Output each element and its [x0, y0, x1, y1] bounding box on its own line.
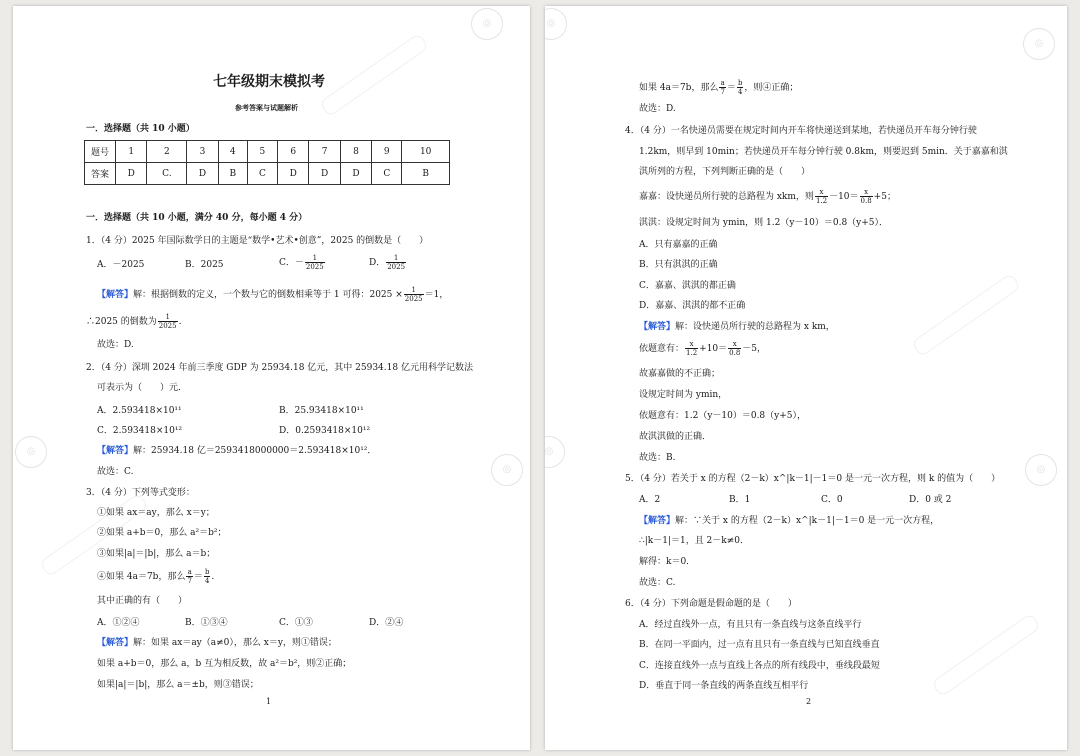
table-cell: C: [372, 163, 402, 185]
watermark-band: [911, 273, 1021, 358]
question-stem: 6．（4 分）下列命题是假命题的是（ ）: [625, 599, 797, 609]
solution-line: 依题意有：1.2（y－10）＝0.8（y+5），: [639, 411, 807, 421]
table-cell: B: [402, 163, 450, 185]
watermark-icon: ◎: [471, 8, 503, 40]
question-ask: 其中正确的有（ ）: [97, 596, 188, 606]
option-d: D．0.2593418×10¹²: [279, 426, 371, 436]
table-cell: C.: [147, 163, 187, 185]
statement-2: ②如果 a+b＝0，那么 a²＝b²；: [97, 528, 227, 538]
table-cell: 10: [402, 141, 450, 163]
table-cell: 7: [309, 141, 340, 163]
table-cell: 1: [116, 141, 147, 163]
page-number: 1: [266, 697, 272, 706]
solution-line: 【解答】解：根据倒数的定义，一个数与它的倒数相乘等于 1 可得：2025 × $\frac{1}{2025}$ ＝1，: [97, 286, 449, 303]
option-a: A．①②④: [97, 618, 140, 628]
question-stem: 2．（4 分）深圳 2024 年前三季度 GDP 为 25934.18 亿元，其中 25934.18 亿元用科学记数法: [86, 363, 473, 373]
table-cell: D: [116, 163, 147, 185]
document-page-1: [13, 6, 530, 750]
question-stem: 5．（4 分）若关于 x 的方程（2－k）x^|k－1|－1＝0 是一元一次方程，则 k 的值为（ ）: [625, 474, 1001, 484]
solution-line: 【解答】解：∵关于 x 的方程（2－k）x^|k－1|－1＝0 是一元一次方程，: [639, 516, 940, 526]
solution-line: 如果 a+b＝0，那么 a，b 互为相反数，故 a²＝b²，则②正确；: [97, 659, 352, 669]
table-cell: 9: [372, 141, 402, 163]
option-d: D．0 或 2: [909, 495, 952, 505]
option-d: D． $\frac{1}{2025}$: [369, 254, 406, 271]
page-subtitle: 参考答案与试题解析: [235, 103, 298, 112]
table-row: [85, 163, 450, 185]
solution-final: 故选：D.: [97, 340, 134, 350]
table-cell: D: [278, 163, 309, 185]
solution-final: 故选：C.: [639, 578, 676, 588]
option-b: B．只有淇淇的正确: [639, 260, 718, 270]
option-d: D．垂直于同一条直线的两条直线互相平行: [639, 681, 809, 691]
option-d: D．②④: [369, 618, 404, 628]
solution-line: 解得：k＝0．: [639, 557, 696, 567]
answer-table: [84, 140, 450, 185]
table-cell: D: [187, 163, 218, 185]
table-cell: C: [247, 163, 277, 185]
statement-jiajia: 嘉嘉：设快递员所行驶的总路程为 xkm，则 $\frac{x}{1.2}$ －10＝ $\frac{x}{0.8}$ +5；: [639, 188, 896, 205]
solution-line: 【解答】解：如果 ax＝ay（a≠0），那么 x＝y，则①错误；: [97, 638, 337, 648]
option-c: C．－ $\frac{1}{2025}$: [279, 254, 324, 271]
watermark-icon: ◎: [1025, 454, 1057, 486]
row-label: 题号: [85, 141, 116, 163]
solution-line: 故淇淇做的正确．: [639, 432, 712, 442]
table-row: [85, 141, 450, 163]
solution-line: 依题意有： $\frac{x}{1.2}$ +10＝ $\frac{x}{0.8}$ －5，: [639, 340, 767, 357]
watermark-icon: ◎: [1023, 28, 1055, 60]
solution-line: 【解答】解：设快递员所行驶的总路程为 x km，: [639, 322, 835, 332]
option-c: C．嘉嘉、淇淇的都正确: [639, 281, 736, 291]
solution-line: 【解答】解：25934.18 亿＝2593418000000＝2.593418×10¹²．: [97, 446, 377, 456]
section-header: 一．选择题（共 10 小题，满分 40 分，每小题 4 分）: [86, 213, 308, 223]
option-a: A．只有嘉嘉的正确: [639, 240, 718, 250]
table-cell: 3: [187, 141, 218, 163]
solution-line: 如果|a|＝|b|，那么 a＝±b，则③错误；: [97, 680, 259, 690]
table-cell: D: [309, 163, 340, 185]
page-title: 七年级期末模拟考: [213, 74, 325, 90]
row-label: 答案: [85, 163, 116, 185]
option-a: A．2.593418×10¹¹: [97, 406, 182, 416]
table-cell: 2: [147, 141, 187, 163]
document-page-2: [545, 6, 1067, 750]
option-c: C．2.593418×10¹²: [97, 426, 183, 436]
option-b: B．在同一平面内，过一点有且只有一条直线与已知直线垂直: [639, 640, 880, 650]
option-b: B．2025: [185, 260, 224, 270]
option-c: C．连接直线外一点与直线上各点的所有线段中，垂线段最短: [639, 661, 880, 671]
solution-line: 故嘉嘉做的不正确；: [639, 369, 721, 379]
watermark-icon: ◎: [15, 436, 47, 468]
table-cell: B: [218, 163, 247, 185]
solution-final: 故选：C.: [97, 467, 134, 477]
table-cell: 8: [340, 141, 371, 163]
table-cell: 4: [218, 141, 247, 163]
statement-3: ③如果|a|＝|b|，那么 a＝b；: [97, 549, 216, 559]
watermark-band: [931, 613, 1041, 698]
option-b: B．①③④: [185, 618, 228, 628]
option-a: A．2: [639, 495, 661, 505]
option-b: B．1: [729, 495, 751, 505]
watermark-icon: ◎: [491, 454, 523, 486]
statement-4: ④如果 4a＝7b，那么 $\frac{a}{7}$ ＝ $\frac{b}{4}$ .: [97, 568, 215, 585]
question-stem: 3．（4 分）下列等式变形：: [86, 488, 195, 498]
solution-line: ∴2025 的倒数为 $\frac{1}{2025}$ .: [86, 313, 182, 330]
solution-line: ∴|k－1|＝1，且 2－k≠0．: [639, 536, 750, 546]
question-stem: 可表示为（ ）元．: [97, 383, 188, 393]
solution-final: 故选：B.: [639, 453, 676, 463]
question-stem: 4．（4 分）一名快递员需要在规定时间内开车将快递送到某地，若快递员开车每分钟行驶: [625, 126, 977, 136]
option-c: C．0: [821, 495, 843, 505]
section-header: 一．选择题（共 10 小题）: [86, 124, 195, 134]
question-stem: 1.2km，则早到 10min；若快递员开车每分钟行驶 0.8km，则要迟到 5min．关于嘉嘉和淇: [639, 147, 1008, 157]
option-d: D．嘉嘉、淇淇的都不正确: [639, 301, 746, 311]
option-a: A．经过直线外一点，有且只有一条直线与这条直线平行: [639, 620, 862, 630]
continued-line: 如果 4a＝7b，那么 $\frac{a}{7}$ ＝ $\frac{b}{4}$ ，则④正确；: [639, 79, 799, 96]
question-stem: 淇所列的方程，下列判断正确的是（ ）: [639, 167, 811, 177]
watermark-band: [319, 33, 429, 118]
question-stem: 1．（4 分）2025 年国际数学日的主题是“数学•艺术•创意”，2025 的倒数是（ ）: [86, 236, 429, 246]
statement-1: ①如果 ax＝ay，那么 x＝y；: [97, 508, 215, 518]
watermark-icon: ◎: [545, 436, 565, 468]
option-b: B．25.93418×10¹¹: [279, 406, 364, 416]
solution-final: 故选：D.: [639, 104, 676, 114]
page-number: 2: [806, 697, 812, 706]
option-a: A．－2025: [97, 260, 145, 270]
table-cell: D: [340, 163, 371, 185]
watermark-icon: ◎: [545, 8, 567, 40]
statement-qiqi: 淇淇：设规定时间为 ymin，则 1.2（y－10）＝0.8（y+5）．: [639, 218, 889, 228]
table-cell: 6: [278, 141, 309, 163]
option-c: C．①③: [279, 618, 313, 628]
solution-line: 设规定时间为 ymin，: [639, 390, 728, 400]
table-cell: 5: [247, 141, 277, 163]
